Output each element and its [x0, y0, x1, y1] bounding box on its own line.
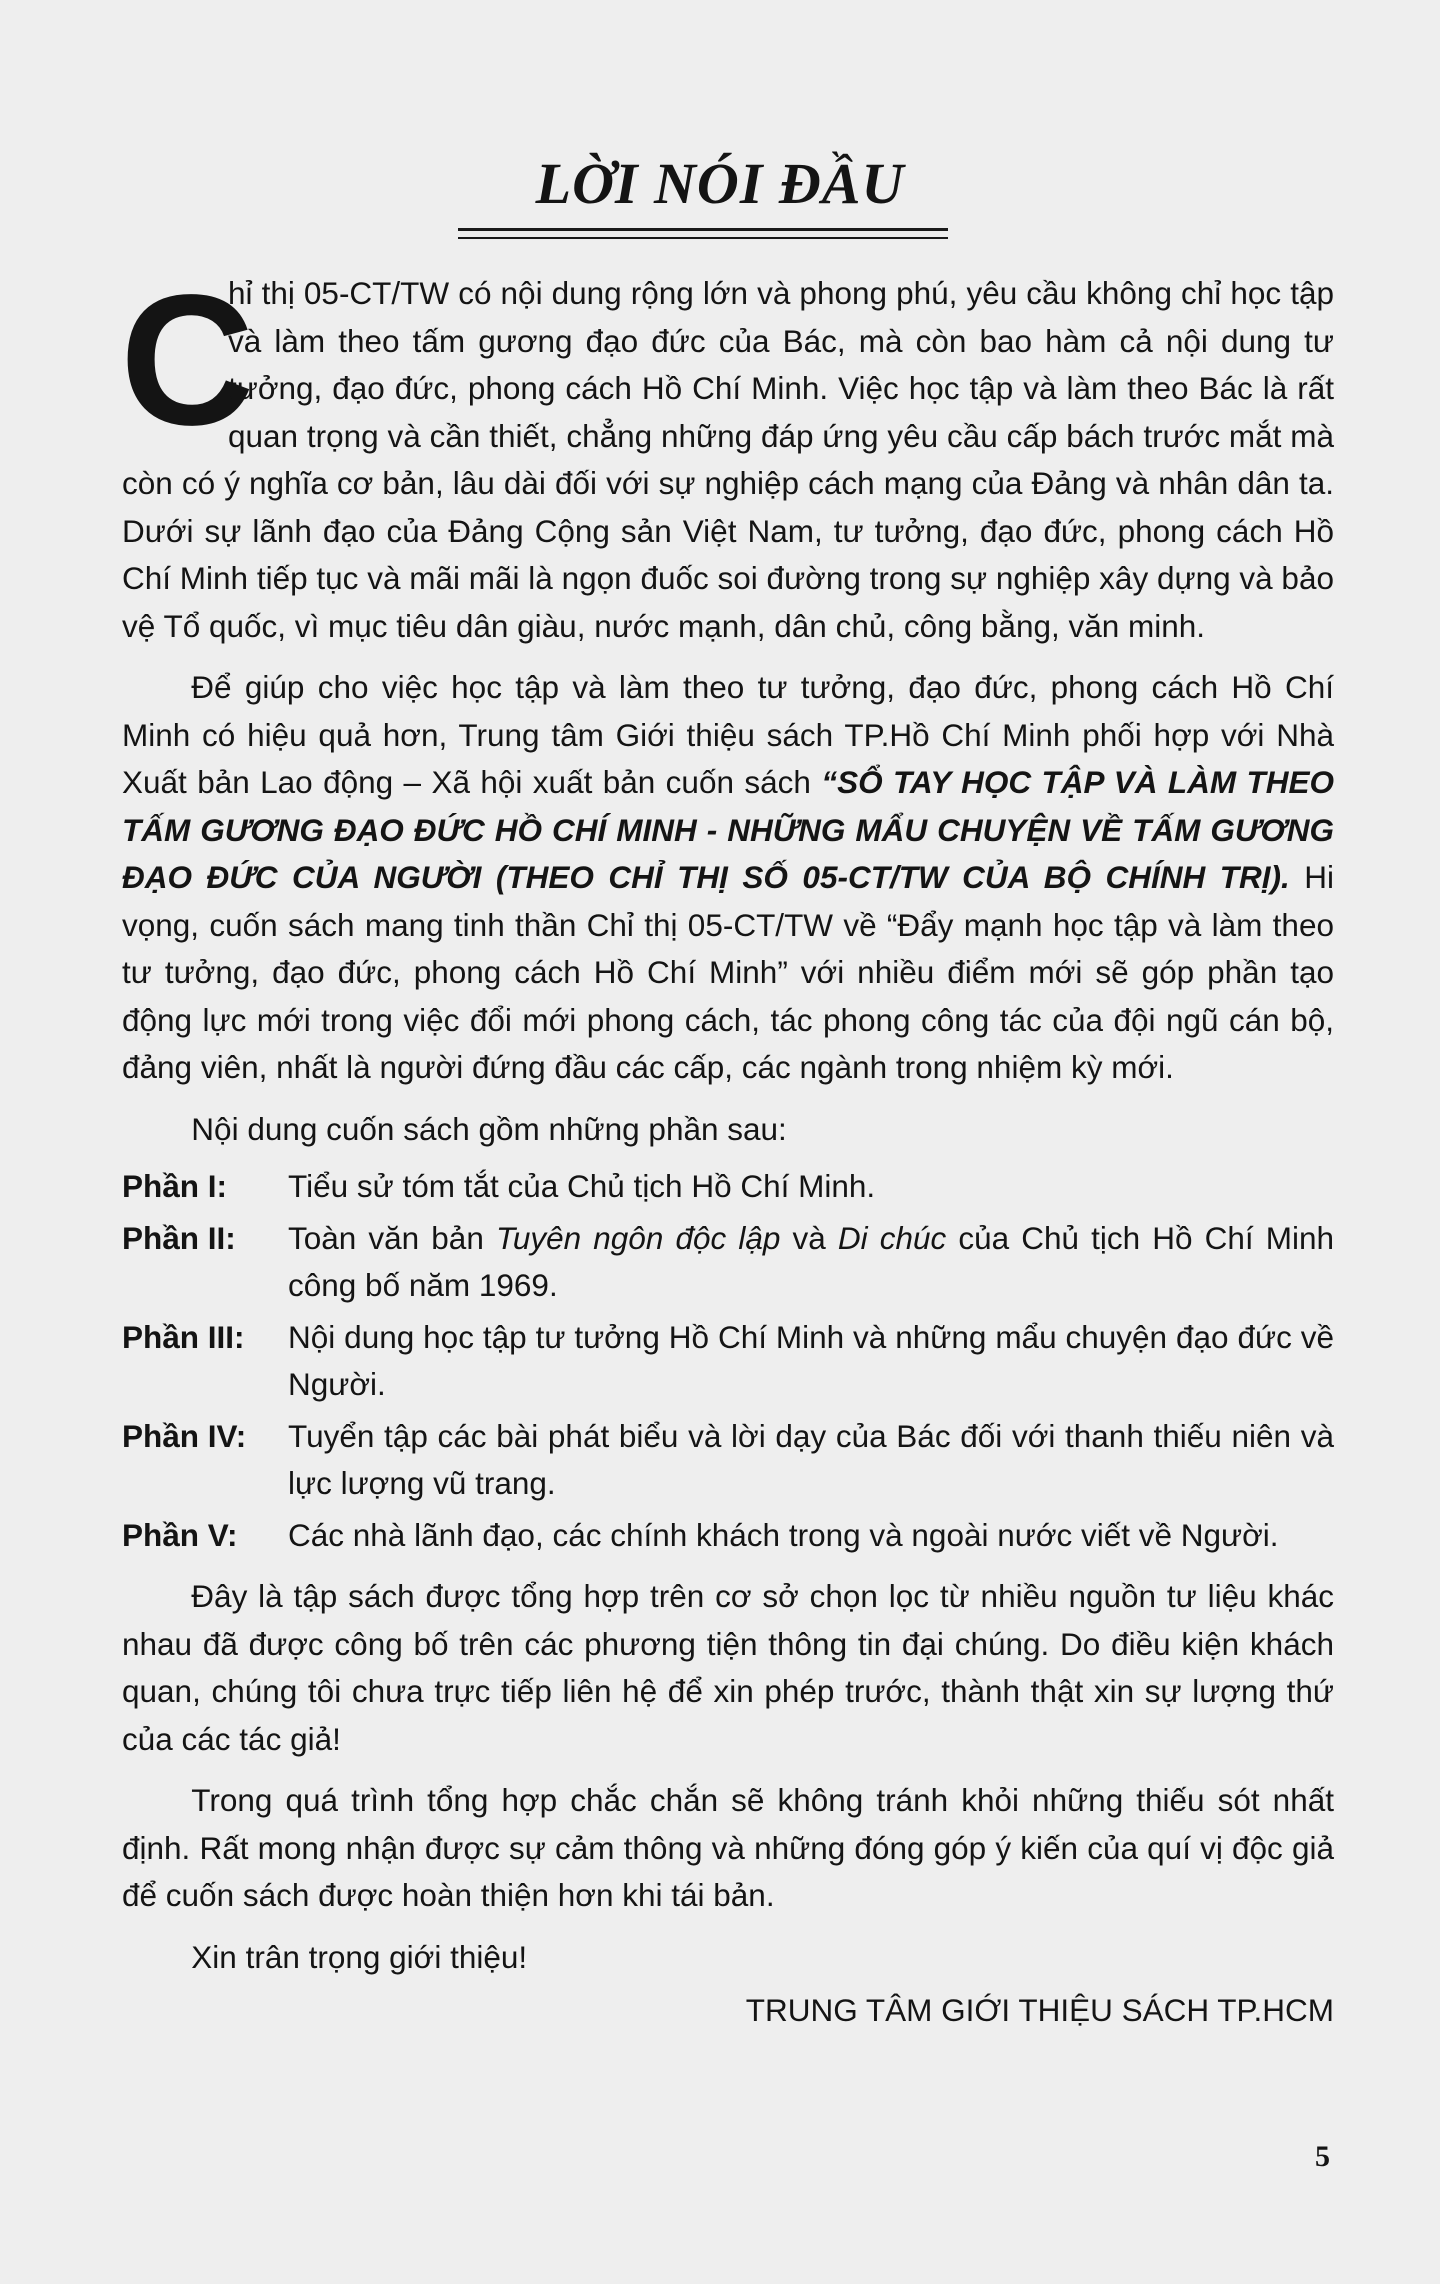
part-item	[122, 1413, 1334, 1508]
part-label: Phần V:	[122, 1516, 238, 1553]
page-body	[120, 257, 1335, 2035]
closing-line: Xin trân trọng giới thiệu!	[191, 1938, 528, 1975]
part-item	[122, 1215, 1334, 1310]
part-item	[122, 1163, 1334, 1211]
purpose-text-after: Hi vọng, cuốn sách mang tinh thần Chỉ thị 05-CT/TW về “Đẩy mạnh học tập và làm theo tư tưởng, đạo đức, phong cách Hồ Chí Minh” với nhiều điểm mới sẽ góp phần tạo động lực mới trong việc đổi mới phong cách, tác phong công tác của đội ngũ cán bộ, đảng viên, nhất là người đứng đầu các cấp, các ngành trong nhiệm kỳ mới.	[122, 859, 1335, 1085]
purpose-paragraph	[122, 664, 1334, 1092]
part-text-a: Toàn văn bản	[288, 1219, 496, 1256]
page-number: 5	[1315, 2140, 1330, 2173]
drop-cap: C	[120, 257, 255, 464]
page-title: LỜI NÓI ĐẦU	[535, 151, 905, 216]
part-text: Tiểu sử tóm tắt của Chủ tịch Hồ Chí Minh.	[288, 1168, 876, 1204]
part-label: Phần III:	[122, 1318, 245, 1355]
part-label: Phần II:	[122, 1219, 236, 1256]
part-label: Phần I:	[122, 1168, 228, 1204]
signature: TRUNG TÂM GIỚI THIỆU SÁCH TP.HCM	[745, 1992, 1334, 2028]
title-underline-thin	[458, 237, 948, 239]
sources-paragraph: Đây là tập sách được tổng hợp trên cơ sở chọn lọc từ nhiều nguồn tư liệu khác nhau đã được công bố trên các phương tiện thông tin đại chúng. Do điều kiện khách quan, chúng tôi chưa trực tiếp liên hệ để xin phép trước, thành thật xin sự lượng thứ của các tác giả!	[122, 1578, 1334, 1757]
intro-text: hỉ thị 05-CT/TW có nội dung rộng lớn và phong phú, yêu cầu không chỉ học tập và làm theo tấm gương đạo đức của Bác, mà còn bao hàm cả nội dung tư tưởng, đạo đức, phong cách Hồ Chí Minh. Việc học tập và làm theo Bác là rất quan trọng và cần thiết, chẳng những đáp ứng yêu cầu cấp bách trước mắt mà còn có ý nghĩa cơ bản, lâu dài đối với sự nghiệp cách mạng của Đảng và nhân dân ta. Dưới sự lãnh đạo của Đảng Cộng sản Việt Nam, tư tưởng, đạo đức, phong cách Hồ Chí Minh tiếp tục và mãi mãi là ngọn đuốc soi đường trong sự nghiệp xây dựng và bảo vệ Tổ quốc, vì mục tiêu dân giàu, nước mạnh, dân chủ, công bằng, văn minh.	[122, 275, 1334, 644]
intro-paragraph	[120, 257, 1334, 650]
part-label: Phần IV:	[122, 1417, 247, 1454]
part-text: Nội dung học tập tư tưởng Hồ Chí Minh và những mẩu chuyện đạo đức về Người.	[288, 1318, 1334, 1402]
part-italic-title: Tuyên ngôn độc lập	[495, 1219, 781, 1256]
book-title: “SỔ TAY HỌC TẬP VÀ LÀM THEO TẤM GƯƠNG ĐẠO ĐỨC HỒ CHÍ MINH - NHỮNG MẨU CHUYỆN VỀ TẤM GƯƠNG ĐẠO ĐỨC CỦA NGƯỜI (THEO CHỈ THỊ SỐ 05-CT/TW CỦA BỘ CHÍNH TRỊ).	[122, 764, 1334, 895]
purpose-text-before: Để giúp cho việc học tập và làm theo tư tưởng, đạo đức, phong cách Hồ Chí Minh có hiệu quả hơn, Trung tâm Giới thiệu sách TP.Hồ Chí Minh phối hợp với Nhà Xuất bản Lao động – Xã hội xuất bản cuốn sách	[122, 669, 1334, 800]
title-underline	[458, 228, 948, 231]
part-text-c: của Chủ tịch Hồ Chí Minh công bố năm 1969.	[288, 1219, 1334, 1303]
parts-list	[122, 1163, 1334, 1559]
part-text: Tuyển tập các bài phát biểu và lời dạy của Bác đối với thanh thiếu niên và lực lượng vũ trang.	[288, 1417, 1334, 1501]
part-text	[288, 1215, 1334, 1310]
contents-intro: Nội dung cuốn sách gồm những phần sau:	[191, 1110, 787, 1147]
part-item	[122, 1512, 1334, 1560]
part-item	[122, 1314, 1334, 1409]
part-text: Các nhà lãnh đạo, các chính khách trong và ngoài nước viết về Người.	[288, 1516, 1279, 1553]
part-italic-title: Di chúc	[837, 1219, 947, 1256]
part-text-b: và	[780, 1219, 838, 1256]
apology-paragraph: Trong quá trình tổng hợp chắc chắn sẽ không tránh khỏi những thiếu sót nhất định. Rất mong nhận được sự cảm thông và những đóng góp ý kiến của quí vị độc giả để cuốn sách được hoàn thiện hơn khi tái bản.	[122, 1782, 1334, 1913]
